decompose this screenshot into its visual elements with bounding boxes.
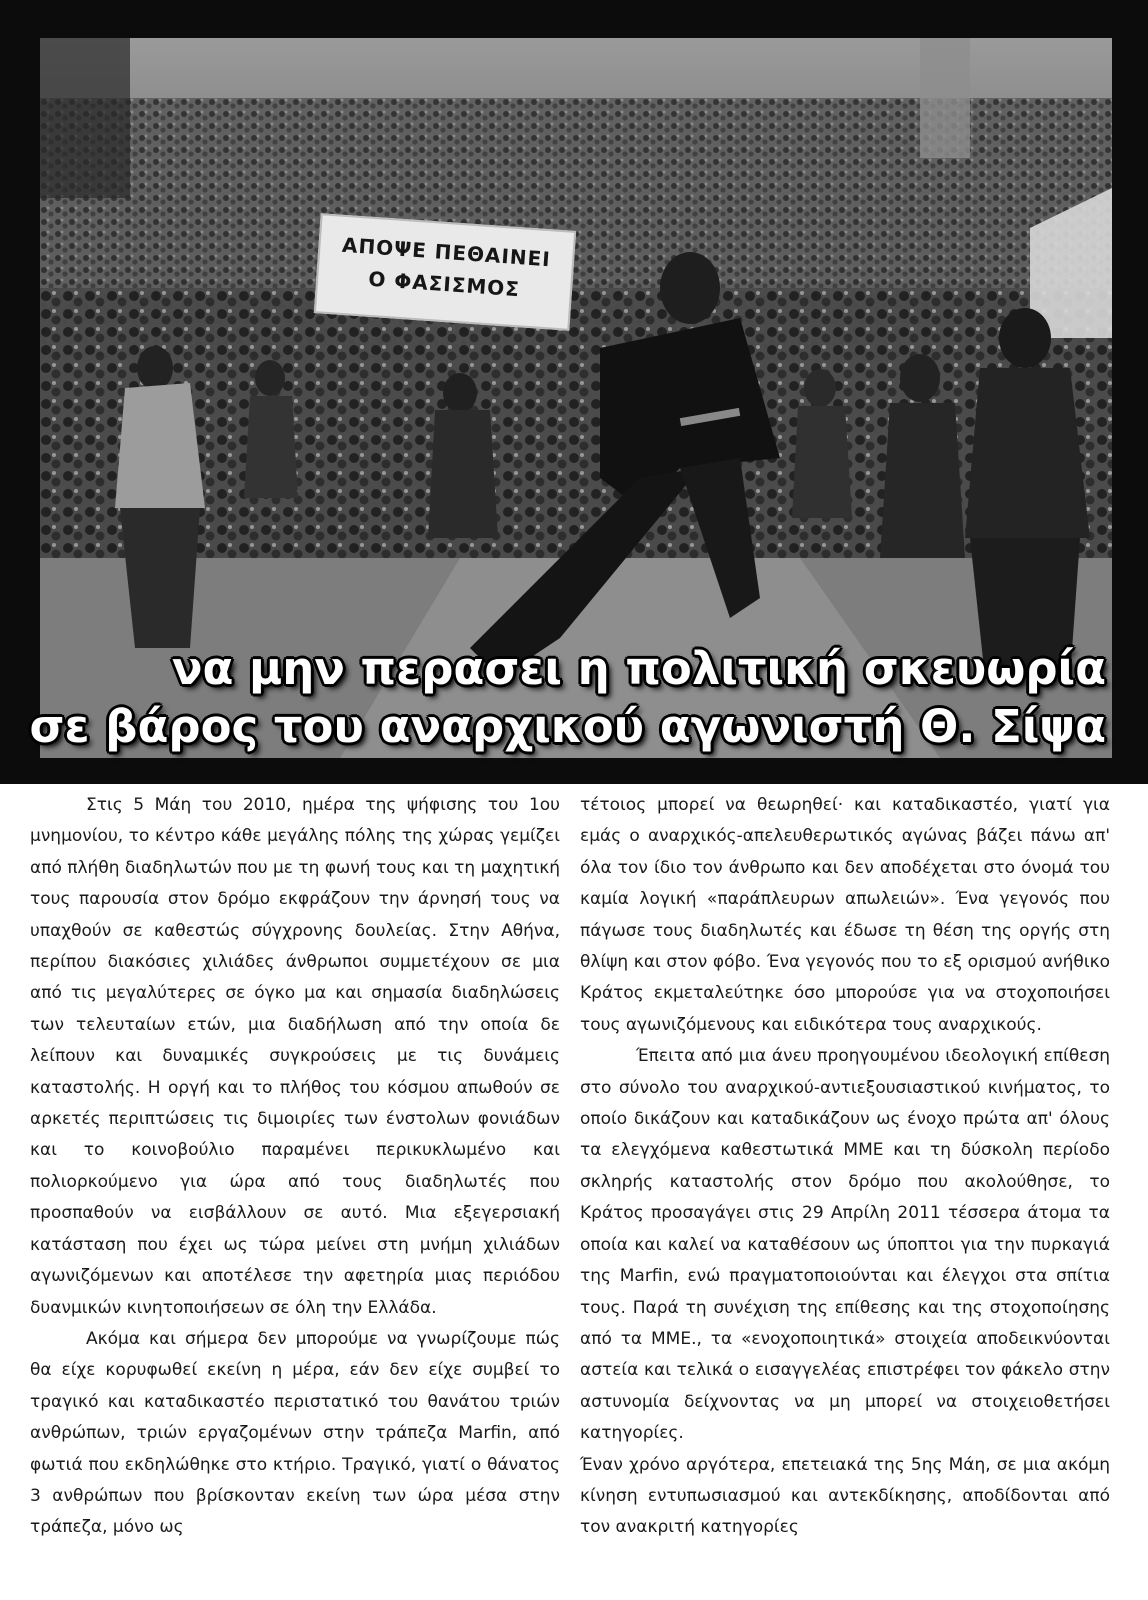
banner-line-1: ΑΠΟΨΕ ΠΕΘΑΙΝΕΙ: [341, 232, 552, 272]
article-column-left: [30, 790, 560, 1544]
article-paragraph: Στις 5 Μάη του 2010, ημέρα της ψήφισης του 1ου μνημονίου, το κέντρο κάθε μεγάλης πόλης της χώρας γεμίζει από πλήθη διαδηλωτών που με τη φωνή τους και τη μαχητική τους παρουσία στον δρόμο εκφράζουν την άρνησή τους να υπαχθούν σε καθεστώς σύγχρονης δουλείας. Στην Αθήνα, περίπου διακόσιες χιλιάδες άνθρωποι συμμετέχουν σε μια από τις μεγαλύτερες σε όγκο μα και σημασία διαδηλώσεις των τελευταίων ετών, μια διαδήλωση από την οποία δε λείπουν και δυναμικές συγκρούσεις με τις δυνάμεις καταστολής. Η οργή και το πλήθος του κόσμου απωθούν σε αρκετές περιπτώσεις τις διμοιρίες των ένστολων φονιάδων και το κοινοβούλιο παραμένει περικυκλωμένο και πολιορκούμενο για ώρα από τους διαδηλωτές που προσπαθούν να εισβάλλουν σε αυτό. Μια εξεγερσιακή κατάσταση που έχει ως τώρα μείνει στη μνήμη χιλιάδων αγωνιζόμενων και αποτέλεσε την αφετηρία μιας περιόδου δυανμικών κινητοποιήσεων σε όλη την Ελλάδα.: [30, 795, 560, 1318]
banner-line-2: Ο ΦΑΣΙΣΜΟΣ: [367, 266, 521, 302]
article-column-right: [580, 790, 1110, 1544]
hero-frame: [0, 0, 1148, 784]
protest-banner: [314, 213, 576, 331]
article-paragraph: τέτοιος μπορεί να θεωρηθεί· και καταδικαστέο, γιατί για εμάς ο αναρχικός-απελευθερωτικός αγώνας βάζει πάνω απ' όλα τον ίδιο τον άνθρωπο και δεν αποδέχεται στο όνομά του καμία λογική «παράπλευρων απωλειών». Ένα γεγονός που πάγωσε τους διαδηλωτές και έδωσε τη θέση της οργής στη θλίψη και στον φόβο. Ένα γεγονός που το εξ ορισμού ανήθικο Κράτος εκμεταλεύτηκε όσο μπορούσε για να στοχοποιήσει τους αγωνιζόμενους και ειδικότερα τους αναρχικούς.: [580, 795, 1110, 1035]
article-paragraph: Έπειτα από μια άνευ προηγουμένου ιδεολογική επίθεση στο σύνολο του αναρχικού-αντιεξουσιαστικού κινήματος, το οποίο δικάζουν και καταδικάζουν ως ένοχο πρώτα απ' όλους τα ελεγχόμενα καθεστωτικά ΜΜΕ και τη δύσκολη περίοδο σκληρής καταστολής στον δρόμο που ακολούθησε, το Κράτος προσαγάγει στις 29 Απρίλη 2011 τέσσερα άτομα τα οποία και καλεί να καταθέσουν ως ύποπτοι για την πυρκαγιά της Marfin, ενώ πραγματοποιούνται και έλεγχοι στα σπίτια τους. Παρά τη συνέχιση της επίθεσης και της στοχοποίησης από τα ΜΜΕ., τα «ενοχοποιητικά» στοιχεία αποδεικνύονται αστεία και τελικά ο εισαγγελέας επιστρέφει τον φάκελο στην αστυνομία δείχνοντας να μη μπορεί να στοιχειοθετήσει κατηγορίες.: [580, 1046, 1110, 1444]
article-paragraph: Έναν χρόνο αργότερα, επετειακά της 5ης Μάη, σε μια ακόμη κίνηση εντυπωσιασμού και αντεκδίκησης, αποδίδονται από τον ανακριτή κατηγορίες: [580, 1454, 1110, 1538]
headline-line-1: να μην περασει η πολιτική σκευωρία: [171, 642, 1106, 695]
headline-line-2: σε βάρος του αναρχικού αγωνιστή Θ. Σίψα: [29, 700, 1106, 753]
article-paragraph: Ακόμα και σήμερα δεν μπορούμε να γνωρίζουμε πώς θα είχε κορυφωθεί εκείνη η μέρα, εάν δεν είχε συμβεί το τραγικό και καταδικαστέο περιστατικό του θανάτου τριών ανθρώπων, τριών εργαζομένων στην τράπεζα Marfin, από φωτιά που εκδηλώθηκε στο κτήριο. Τραγικό, γιατί ο θάνατος 3 ανθρώπων που βρίσκονταν εκείνη των ώρα μέσα στην τράπεζα, μόνο ως: [30, 1328, 560, 1538]
headline: [29, 640, 1106, 756]
